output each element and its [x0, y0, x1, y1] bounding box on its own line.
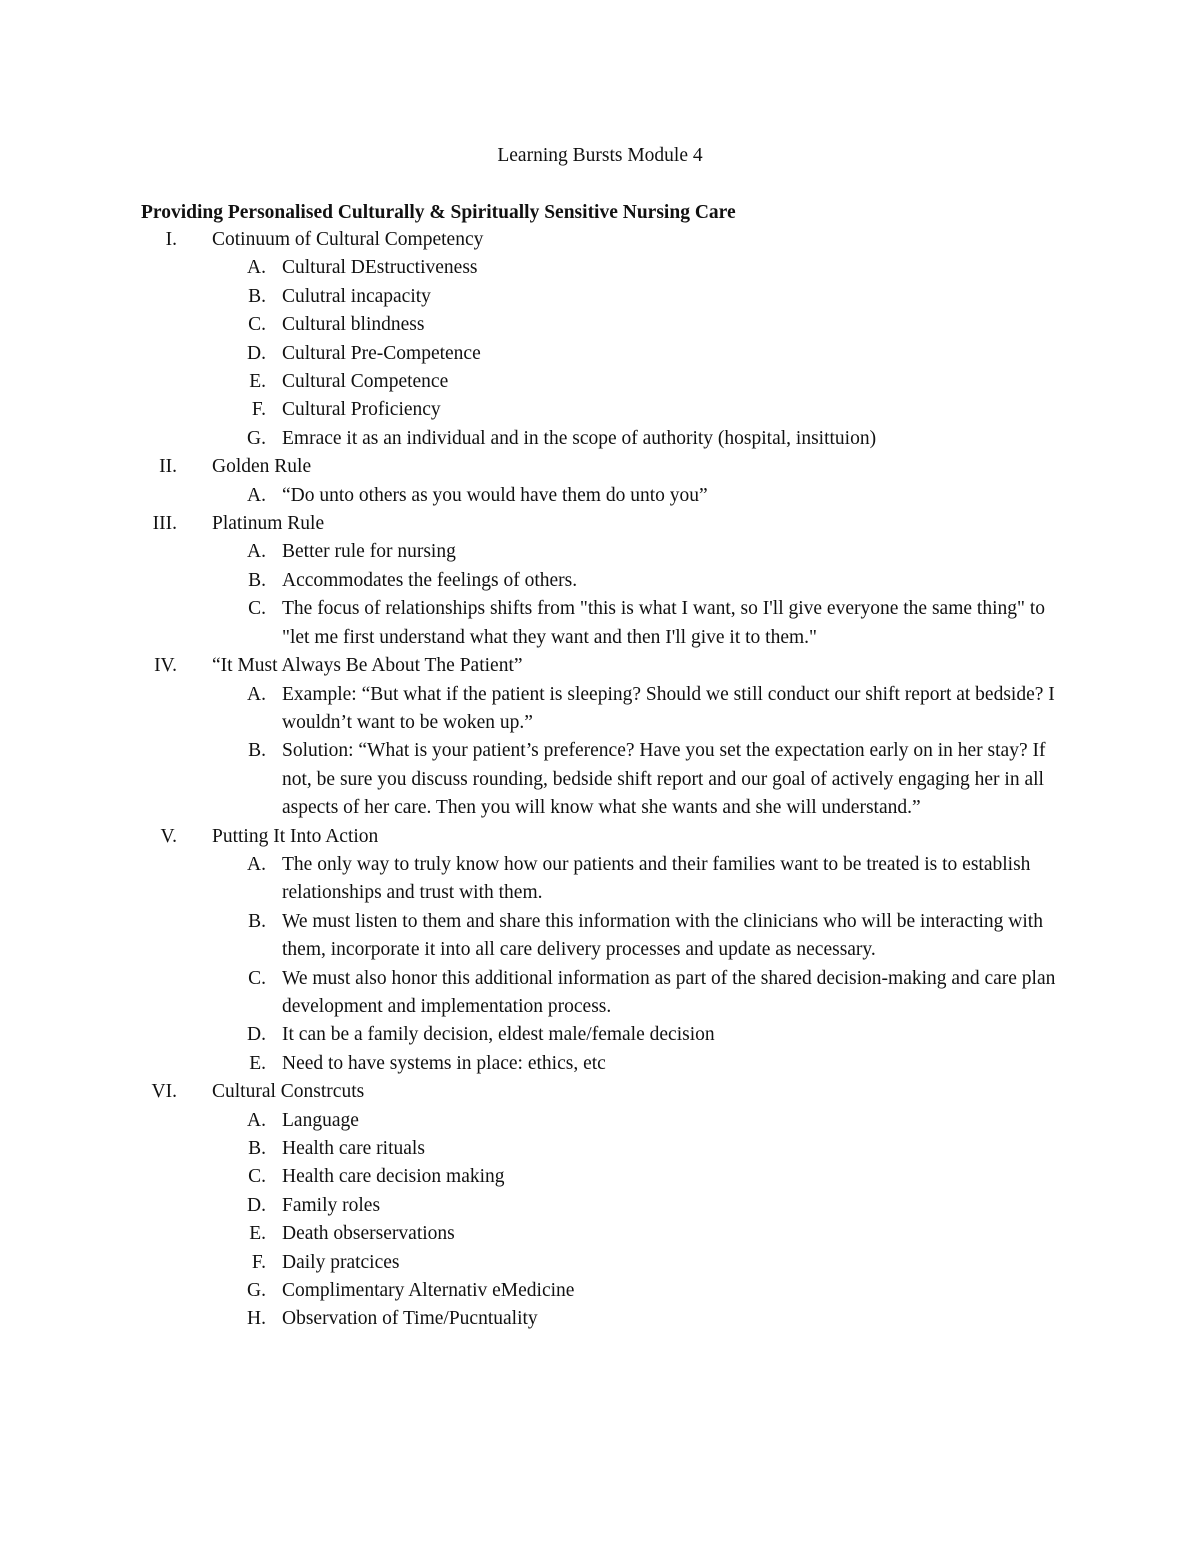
item-text: Observation of Time/Pucntuality [282, 1308, 538, 1330]
item-text: Need to have systems in place: ethics, etc [282, 1052, 606, 1074]
item-text: Cultural Pre-Competence [282, 342, 481, 364]
list-item [0, 538, 1200, 566]
section-row [0, 823, 1200, 851]
item-marker: B. [248, 569, 266, 591]
list-item [0, 1050, 1200, 1078]
item-text: “Do unto others as you would have them do unto you” [282, 484, 708, 506]
item-text: The focus of relationships shifts from "this is what I want, so I'll give everyone the same thing" to "let me first understand what they want and then I'll give it to them." [282, 598, 1045, 648]
item-text: Daily pratcices [282, 1251, 400, 1273]
item-marker: D. [247, 1194, 266, 1216]
list-item [0, 1192, 1200, 1220]
outline-list [0, 226, 1200, 1334]
section-row [0, 1078, 1200, 1106]
item-text: Cultural Proficiency [282, 399, 441, 421]
item-marker: C. [248, 967, 266, 989]
item-text: Culutral incapacity [282, 285, 431, 307]
list-item [0, 311, 1200, 339]
section-marker: V. [160, 825, 177, 847]
section-items [0, 482, 1200, 510]
list-item [0, 851, 1200, 908]
list-item [0, 254, 1200, 282]
item-text: Complimentary Alternativ eMedicine [282, 1280, 575, 1302]
item-marker: A. [247, 1109, 266, 1131]
item-marker: H. [247, 1308, 266, 1330]
list-item [0, 1220, 1200, 1248]
section-marker: I. [165, 229, 177, 250]
list-item [0, 425, 1200, 453]
item-marker: D. [247, 1024, 266, 1046]
list-item [0, 1021, 1200, 1049]
outline-section [0, 823, 1200, 1079]
section-marker: II. [159, 456, 177, 478]
item-marker: D. [247, 342, 266, 364]
section-row [0, 226, 1200, 254]
item-text: It can be a family decision, eldest male/female decision [282, 1024, 715, 1046]
list-item [0, 482, 1200, 510]
list-item [0, 340, 1200, 368]
section-row [0, 510, 1200, 538]
section-title: Golden Rule [212, 456, 312, 478]
list-item [0, 681, 1200, 738]
outline-section [0, 652, 1200, 822]
list-item [0, 567, 1200, 595]
item-marker: G. [247, 427, 266, 449]
item-marker: A. [247, 853, 266, 875]
item-text: Health care rituals [282, 1138, 425, 1159]
list-item [0, 396, 1200, 424]
item-text: Death obserservations [282, 1223, 455, 1245]
item-marker: C. [248, 314, 266, 336]
item-marker: C. [248, 1166, 266, 1188]
outline-section [0, 1078, 1200, 1334]
item-text: Example: “But what if the patient is sleeping? Should we still conduct our shift report at bedside? I wouldn’t want to be woken up.” [282, 683, 1055, 733]
list-item [0, 1163, 1200, 1191]
item-marker: F. [251, 1251, 266, 1273]
section-row [0, 652, 1200, 680]
item-marker: B. [248, 285, 266, 307]
item-marker: A. [247, 484, 266, 506]
item-marker: C. [248, 598, 266, 620]
list-item [0, 965, 1200, 1022]
item-marker: G. [247, 1280, 266, 1302]
item-text: We must listen to them and share this information with the clinicians who will be interacting with them, incorporate it into all care delivery processes and update as necessary. [282, 910, 1043, 961]
section-items [0, 851, 1200, 1078]
item-text: The only way to truly know how our patients and their families want to be treated is to establish relationships and trust with them. [282, 853, 1031, 904]
list-item [0, 595, 1200, 652]
document-title: Learning Bursts Module 4 [497, 145, 703, 166]
item-marker: B. [248, 910, 266, 932]
list-item [0, 737, 1200, 822]
item-marker: A. [247, 257, 266, 279]
list-item [0, 1305, 1200, 1333]
item-text: Cultural DEstructiveness [282, 257, 478, 279]
section-title: Cultural Constrcuts [212, 1081, 365, 1103]
document-heading: Providing Personalised Culturally & Spiritually Sensitive Nursing Care [141, 202, 736, 223]
list-item [0, 1107, 1200, 1135]
item-marker: A. [247, 683, 266, 705]
item-marker: B. [248, 740, 266, 762]
section-items [0, 254, 1200, 453]
section-title: Putting It Into Action [212, 825, 379, 847]
outline-section [0, 453, 1200, 510]
section-items [0, 1107, 1200, 1334]
list-item [0, 368, 1200, 396]
section-items [0, 681, 1200, 823]
item-marker: E. [249, 1052, 266, 1074]
section-row [0, 453, 1200, 481]
outline-section [0, 510, 1200, 652]
list-item [0, 1277, 1200, 1305]
item-marker: A. [247, 541, 266, 563]
item-marker: B. [248, 1138, 266, 1159]
list-item [0, 908, 1200, 965]
section-title: Cotinuum of Cultural Competency [212, 229, 484, 250]
section-marker: VI. [151, 1081, 177, 1103]
item-marker: E. [249, 1223, 266, 1245]
item-text: Solution: “What is your patient’s preference? Have you set the expectation early on in her stay? If not, be sure you discuss rounding, bedside shift report and our goal of actively engaging her in all aspects of her care. Then you will know what she wants and she will understand.” [282, 740, 1046, 819]
item-text: Health care decision making [282, 1166, 505, 1188]
item-text: Cultural blindness [282, 314, 425, 336]
section-title: “It Must Always Be About The Patient” [212, 655, 523, 677]
item-text: Emrace it as an individual and in the scope of authority (hospital, insittuion) [282, 427, 877, 449]
item-text: Accommodates the feelings of others. [282, 569, 578, 591]
item-marker: F. [251, 399, 266, 421]
list-item [0, 1249, 1200, 1277]
section-marker: III. [152, 513, 177, 535]
section-title: Platinum Rule [212, 513, 325, 535]
section-items [0, 538, 1200, 652]
item-text: Better rule for nursing [282, 541, 456, 563]
section-marker: IV. [154, 655, 177, 677]
list-item [0, 283, 1200, 311]
item-marker: E. [249, 371, 266, 393]
item-text: Cultural Competence [282, 371, 449, 393]
item-text: We must also honor this additional information as part of the shared decision-making and care plan development and implementation process. [282, 967, 1056, 1017]
item-text: Language [282, 1109, 359, 1131]
item-text: Family roles [282, 1194, 381, 1216]
outline-section [0, 226, 1200, 453]
list-item [0, 1135, 1200, 1163]
